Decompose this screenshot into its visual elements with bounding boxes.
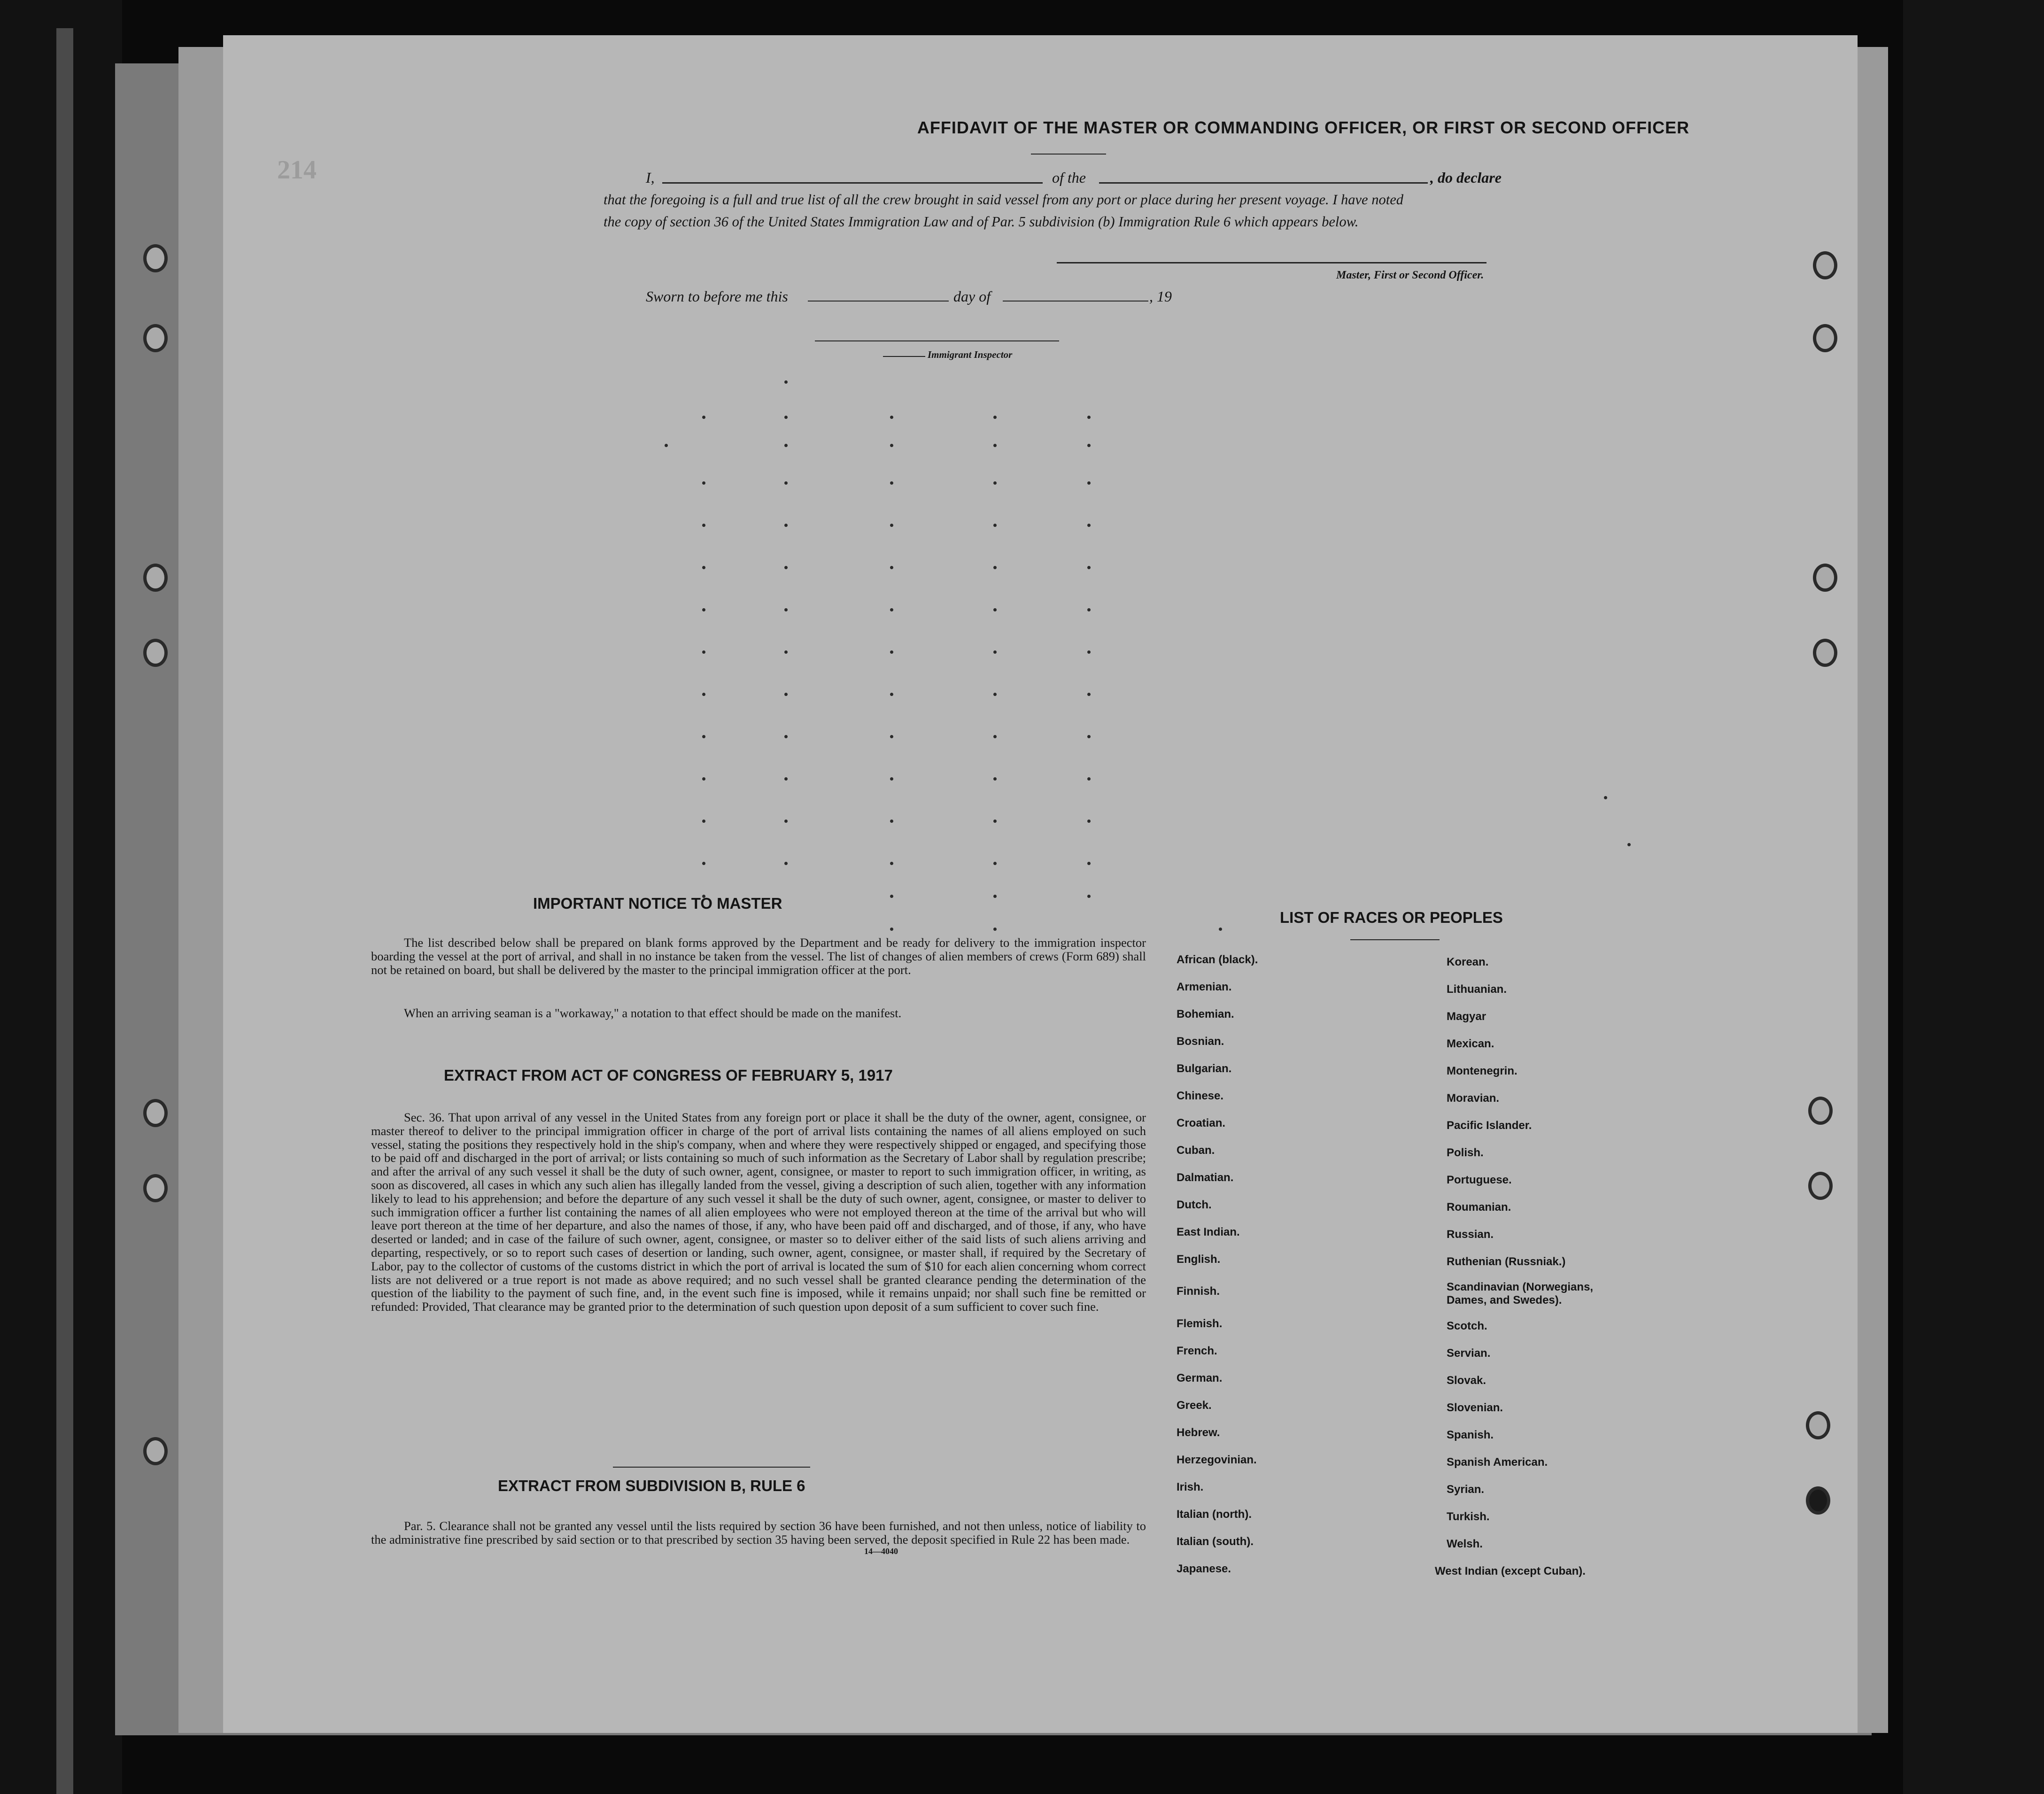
punch-hole (143, 244, 168, 272)
dot (890, 444, 893, 447)
race-item: Dalmatian. (1177, 1171, 1234, 1184)
dot (890, 820, 893, 823)
race-item: Dutch. (1177, 1199, 1212, 1211)
extract-act-text: Sec. 36. That upon arrival of any vessel in the United States from any foreign port or place it shall be the duty of the owner, agent, consignee, or master thereof to deliver to the principal immigration officer in charge of the port of arrival lists containing the names of all aliens employed on such vessel, stating the positions they respectively hold in the ship's company, when and where they were respectively shipped or engaged, and specifying those to be paid off and discharged in the port of arrival; or lists containing so much of such information as the Secretary of Labor shall by regulation prescribe; and after the arrival of any such vessel it shall be the duty of such owner, agent, consignee, or master to report to such immigration officer, in writing, as soon as discovered, all cases in which any such alien has illegally landed from the vessel, giving a description of such alien, together with any information likely to lead to his apprehension; and before the departure of any such vessel it shall be the duty of such owner, agent, consignee, or master to deliver to such immigration officer a further list containing the names of all alien employees who were not employed thereon at the time of the arrival but who will leave port thereon at the time of her departure, and also the names of those, if any, who have been paid off and discharged, and of those, if any, who have deserted or landed; and in case of the failure of such owner, agent, consignee, or master so to deliver either of the said lists of such aliens arriving and departing, respectively, or so to report such cases of desertion or landing, such owner, agent, consignee, or master shall, if required by the Secretary of Labor, pay to the collector of customs of the customs district in which the port of arrival is located the sum of $10 for each alien concerning whom correct lists are not delivered or a true report is not made as above required; and no such vessel shall be granted clearance pending the determination of the question of the liability to the payment of such fine, and, in the event such fine is imposed, while it remains unpaid; nor shall such fine be remitted or refunded: Provided, That clearance may be granted prior to the determination of such question upon deposit of a sum sufficient to cover such fine. (371, 1110, 1146, 1314)
race-item: English. (1177, 1253, 1221, 1266)
punch-hole (143, 324, 168, 352)
name-blank (662, 182, 1043, 184)
dot (702, 524, 705, 527)
race-item: Flemish. (1177, 1317, 1223, 1330)
dot (1087, 777, 1091, 781)
dot (702, 777, 705, 781)
dot (1604, 796, 1607, 799)
dot (784, 693, 788, 696)
extract-rule-text: Par. 5. Clearance shall not be granted any vessel until the lists required by section 36 have been furnished, and not then unless, notice of liability to the administrative fine prescribed by said section or to that prescribed by section 35 having been served, the deposit specified in Rule 22 has been made. (371, 1519, 1146, 1547)
notice-paragraph-2: When an arriving seaman is a "workaway," a notation to that effect should be made on the manifest. (404, 1006, 902, 1020)
race-item: Slovak. (1447, 1374, 1487, 1387)
dot (890, 693, 893, 696)
extract-divider (613, 1467, 810, 1468)
dot (784, 380, 788, 384)
race-item: Greek. (1177, 1399, 1212, 1412)
race-item: Cuban. (1177, 1144, 1215, 1157)
margin-mark: 214 (277, 155, 317, 185)
dot (784, 777, 788, 781)
punch-hole (143, 639, 168, 667)
race-item: Portuguese. (1447, 1174, 1512, 1186)
month-blank (1003, 301, 1148, 302)
sworn-label: Sworn to before me this (646, 288, 788, 305)
dot (1087, 444, 1091, 447)
race-item: French. (1177, 1345, 1217, 1357)
race-item: Bulgarian. (1177, 1062, 1232, 1075)
dot (890, 566, 893, 569)
document-page (223, 35, 1858, 1733)
dot (784, 416, 788, 419)
dot (890, 608, 893, 611)
notice-paragraph-1: The list described below shall be prepared on blank forms approved by the Department and be ready for delivery to the immigration inspector boarding the vessel at the port of arrival, and shall in no instance be taken from the vessel. The list of changes of alien members of crews (Form 689) shall not be retained on board, but shall be delivered by the master to the principal immigration officer at the port. (371, 936, 1146, 977)
race-item: Japanese. (1177, 1562, 1231, 1575)
race-item: Herzegovinian. (1177, 1454, 1257, 1466)
dot (890, 416, 893, 419)
punch-hole (1813, 251, 1837, 279)
dot (993, 777, 997, 781)
dot (993, 566, 997, 569)
race-item: Italian (south). (1177, 1535, 1254, 1548)
race-item: Polish. (1447, 1146, 1484, 1159)
race-item: Finnish. (1177, 1285, 1220, 1298)
dot (890, 735, 893, 738)
inspector-label: Immigrant Inspector (928, 349, 1013, 360)
dot (890, 895, 893, 898)
dot (993, 895, 997, 898)
dot (784, 862, 788, 865)
extract-rule-heading: EXTRACT FROM SUBDIVISION B, RULE 6 (498, 1477, 805, 1494)
dot (1087, 481, 1091, 485)
dot (1087, 608, 1091, 611)
dot (784, 524, 788, 527)
race-item: Italian (north). (1177, 1508, 1252, 1521)
title-underline (1031, 154, 1106, 155)
dot (890, 481, 893, 485)
dot (784, 735, 788, 738)
dot (665, 444, 668, 447)
race-item: East Indian. (1177, 1226, 1240, 1238)
inspector-signature-line (815, 340, 1059, 341)
punch-hole (143, 1174, 168, 1202)
right-background-edge (1903, 0, 2044, 1794)
race-item: Turkish. (1447, 1510, 1490, 1523)
dot (993, 820, 997, 823)
punch-hole (1808, 1172, 1833, 1200)
race-item: Russian. (1447, 1228, 1494, 1241)
punch-hole (1808, 1097, 1833, 1125)
dot (784, 566, 788, 569)
race-item: Slovenian. (1447, 1401, 1503, 1414)
race-item: Irish. (1177, 1481, 1204, 1493)
dot (993, 862, 997, 865)
race-item: Bohemian. (1177, 1008, 1234, 1021)
dot (993, 444, 997, 447)
races-heading: LIST OF RACES OR PEOPLES (1280, 909, 1503, 926)
dot (993, 524, 997, 527)
dot (993, 481, 997, 485)
dot (1087, 862, 1091, 865)
race-item: West Indian (except Cuban). (1435, 1565, 1586, 1577)
race-item: German. (1177, 1372, 1223, 1384)
dot (702, 862, 705, 865)
dot (702, 566, 705, 569)
dot (784, 444, 788, 447)
race-item: Syrian. (1447, 1483, 1485, 1496)
race-item: Mexican. (1447, 1037, 1494, 1050)
punch-hole (1813, 324, 1837, 352)
dot (702, 693, 705, 696)
dot (1087, 566, 1091, 569)
dot (890, 928, 893, 931)
signer-label: Master, First or Second Officer. (1336, 269, 1484, 281)
race-item: Moravian. (1447, 1092, 1500, 1105)
dot (993, 608, 997, 611)
affidavit-title: AFFIDAVIT OF THE MASTER OR COMMANDING OFFICER, OR FIRST OR SECOND OFFICER (917, 118, 1690, 137)
races-underline (1350, 939, 1440, 940)
punch-hole (1806, 1411, 1830, 1439)
race-item: Chinese. (1177, 1090, 1224, 1102)
race-item: Hebrew. (1177, 1426, 1220, 1439)
race-item: African (black). (1177, 953, 1258, 966)
year-label: , 19 (1149, 288, 1172, 305)
dot (702, 481, 705, 485)
dot (1627, 843, 1631, 846)
dot (702, 735, 705, 738)
dot (993, 416, 997, 419)
dot (784, 608, 788, 611)
dot (1087, 650, 1091, 654)
race-item: Lithuanian. (1447, 983, 1507, 996)
affidavit-of-the: of the (1052, 169, 1086, 186)
dot (1087, 693, 1091, 696)
dot (890, 524, 893, 527)
inspector-dash (883, 356, 925, 357)
race-item: Scandinavian (Norwegians, Dames, and Swedes). (1447, 1281, 1594, 1307)
race-item: Croatian. (1177, 1117, 1226, 1129)
punch-hole (1813, 564, 1837, 592)
affidavit-line-2: that the foregoing is a full and true list of all the crew brought in said vessel from any port or place during her present voyage. I have noted (604, 192, 1403, 208)
race-item: Servian. (1447, 1347, 1491, 1360)
day-of-label: day of (953, 288, 991, 305)
race-item: Pacific Islander. (1447, 1119, 1532, 1132)
race-item: Korean. (1447, 956, 1489, 968)
binder-strip (56, 28, 73, 1794)
race-item: Spanish American. (1447, 1456, 1548, 1469)
dot (1219, 928, 1222, 931)
dot (702, 820, 705, 823)
sworn-day-blank (808, 301, 949, 302)
dot (702, 608, 705, 611)
dot (993, 693, 997, 696)
dot (784, 650, 788, 654)
race-item: Spanish. (1447, 1429, 1494, 1441)
affidavit-line-3: the copy of section 36 of the United States Immigration Law and of Par. 5 subdivision (b) Immigration Rule 6 which appears below. (604, 214, 1359, 230)
punch-hole (143, 1099, 168, 1127)
race-item: Welsh. (1447, 1538, 1483, 1550)
race-item: Roumanian. (1447, 1201, 1511, 1214)
notice-heading: IMPORTANT NOTICE TO MASTER (533, 895, 782, 912)
punch-hole (143, 1437, 168, 1465)
punch-hole (1806, 1486, 1830, 1515)
dot (890, 650, 893, 654)
dot (1087, 416, 1091, 419)
race-item: Ruthenian (Russniak.) (1447, 1255, 1566, 1268)
form-number: 14—4040 (864, 1547, 898, 1556)
dot (1087, 524, 1091, 527)
dot (1087, 735, 1091, 738)
extract-act-heading: EXTRACT FROM ACT OF CONGRESS OF FEBRUARY 5, 1917 (444, 1067, 893, 1084)
affidavit-declare: , do declare (1430, 169, 1502, 186)
dot (784, 820, 788, 823)
dot (1087, 895, 1091, 898)
dot (890, 777, 893, 781)
vessel-blank (1099, 182, 1428, 184)
dot (993, 928, 997, 931)
race-item: Armenian. (1177, 981, 1232, 993)
race-item: Scotch. (1447, 1320, 1487, 1332)
race-item: Magyar (1447, 1010, 1487, 1023)
dot (993, 735, 997, 738)
dot (1087, 820, 1091, 823)
affidavit-i: I, (646, 169, 655, 186)
dot (890, 862, 893, 865)
dot (993, 650, 997, 654)
race-item: Bosnian. (1177, 1035, 1224, 1048)
dot (702, 650, 705, 654)
dot (784, 481, 788, 485)
race-item: Montenegrin. (1447, 1065, 1518, 1077)
signature-line (1057, 262, 1487, 263)
punch-hole (1813, 639, 1837, 667)
dot (702, 416, 705, 419)
punch-hole (143, 564, 168, 592)
